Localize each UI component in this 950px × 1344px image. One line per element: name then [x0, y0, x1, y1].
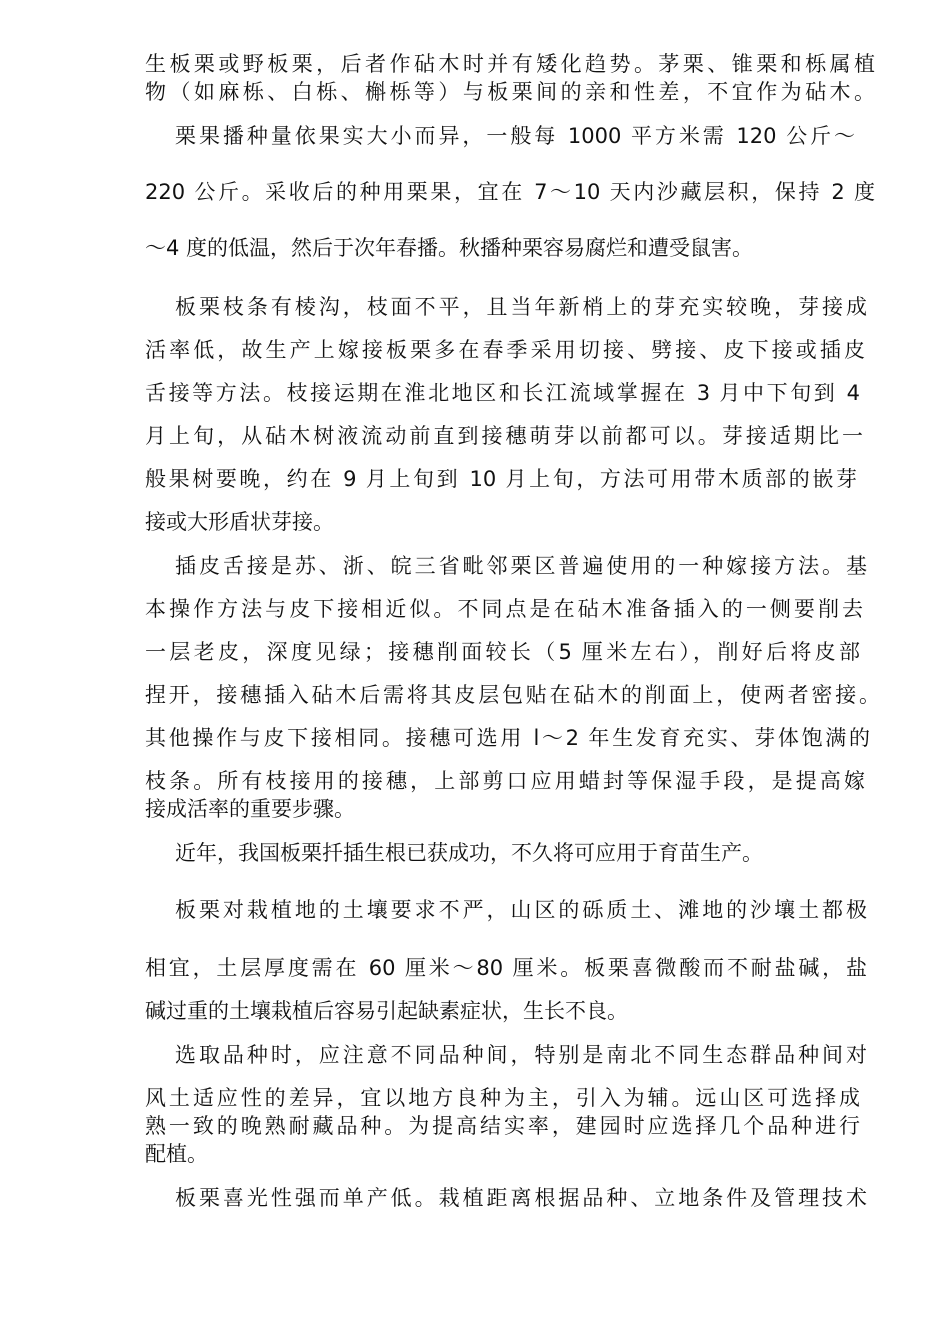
- text-line: 风土适应性的差异，宜以地方良种为主，引入为辅。远山区可选择成: [145, 1086, 860, 1110]
- text-line: ～4 度的低温，然后于次年春播。秋播种栗容易腐烂和遭受鼠害。: [145, 236, 754, 260]
- text-line: 般果树要晚，约在 9 月上旬到 10 月上旬，方法可用带木质部的嵌芽: [145, 467, 857, 491]
- text-line: 板栗枝条有棱沟，枝面不平，且当年新梢上的芽充实较晚，芽接成: [175, 295, 867, 319]
- text-line: 220 公斤。采收后的种用栗果，宜在 7～10 天内沙藏层积，保持 2 度: [145, 180, 875, 204]
- text-line: 舌接等方法。枝接运期在淮北地区和长江流域掌握在 3 月中下旬到 4: [145, 381, 860, 405]
- text-line: 其他操作与皮下接相同。接穗可选用 l～2 年生发育充实、芽体饱满的: [145, 726, 870, 750]
- text-line: 一层老皮，深度见绿；接穗削面较长（5 厘米左右），削好后将皮部: [145, 640, 860, 664]
- text-line: 接成活率的重要步骤。: [145, 797, 355, 821]
- text-line: 插皮舌接是苏、浙、皖三省毗邻栗区普遍使用的一种嫁接方法。基: [175, 554, 867, 578]
- text-line: 板栗对栽植地的土壤要求不严，山区的砾质土、滩地的沙壤土都极: [175, 898, 867, 922]
- text-line: 碱过重的土壤栽植后容易引起缺素症状，生长不良。: [145, 999, 628, 1023]
- text-line: 物（如麻栎、白栎、槲栎等）与板栗间的亲和性差，不宜作为砧木。: [145, 80, 875, 104]
- text-line: 本操作方法与皮下接相近似。不同点是在砧木准备插入的一侧要削去: [145, 597, 863, 621]
- text-line: 生板栗或野板栗，后者作砧木时并有矮化趋势。茅栗、锥栗和栎属植: [145, 52, 875, 76]
- text-line: 捏开，接穗插入砧木后需将其皮层包贴在砧木的削面上，使两者密接。: [145, 683, 880, 707]
- text-line: 栗果播种量依果实大小而异，一般每 1000 平方米需 120 公斤～: [175, 124, 855, 148]
- text-line: 枝条。所有枝接用的接穗，上部剪口应用蜡封等保湿手段，是提高嫁: [145, 769, 865, 793]
- text-line: 选取品种时，应注意不同品种间，特别是南北不同生态群品种间对: [175, 1043, 867, 1067]
- text-line: 接或大形盾状芽接。: [145, 510, 334, 534]
- text-line: 活率低，故生产上嫁接板栗多在春季采用切接、劈接、皮下接或插皮: [145, 338, 865, 362]
- text-line: 配植。: [145, 1142, 208, 1166]
- text-line: 熟一致的晚熟耐藏品种。为提高结实率，建园时应选择几个品种进行: [145, 1114, 860, 1138]
- text-line: 近年，我国板栗扦插生根已获成功，不久将可应用于育苗生产。: [175, 841, 763, 865]
- text-line: 板栗喜光性强而单产低。栽植距离根据品种、立地条件及管理技术: [175, 1186, 867, 1210]
- text-line: 月上旬，从砧木树液流动前直到接穗萌芽以前都可以。芽接适期比一: [145, 424, 863, 448]
- text-line: 相宜，土层厚度需在 60 厘米～80 厘米。板栗喜微酸而不耐盐碱，盐: [145, 956, 867, 980]
